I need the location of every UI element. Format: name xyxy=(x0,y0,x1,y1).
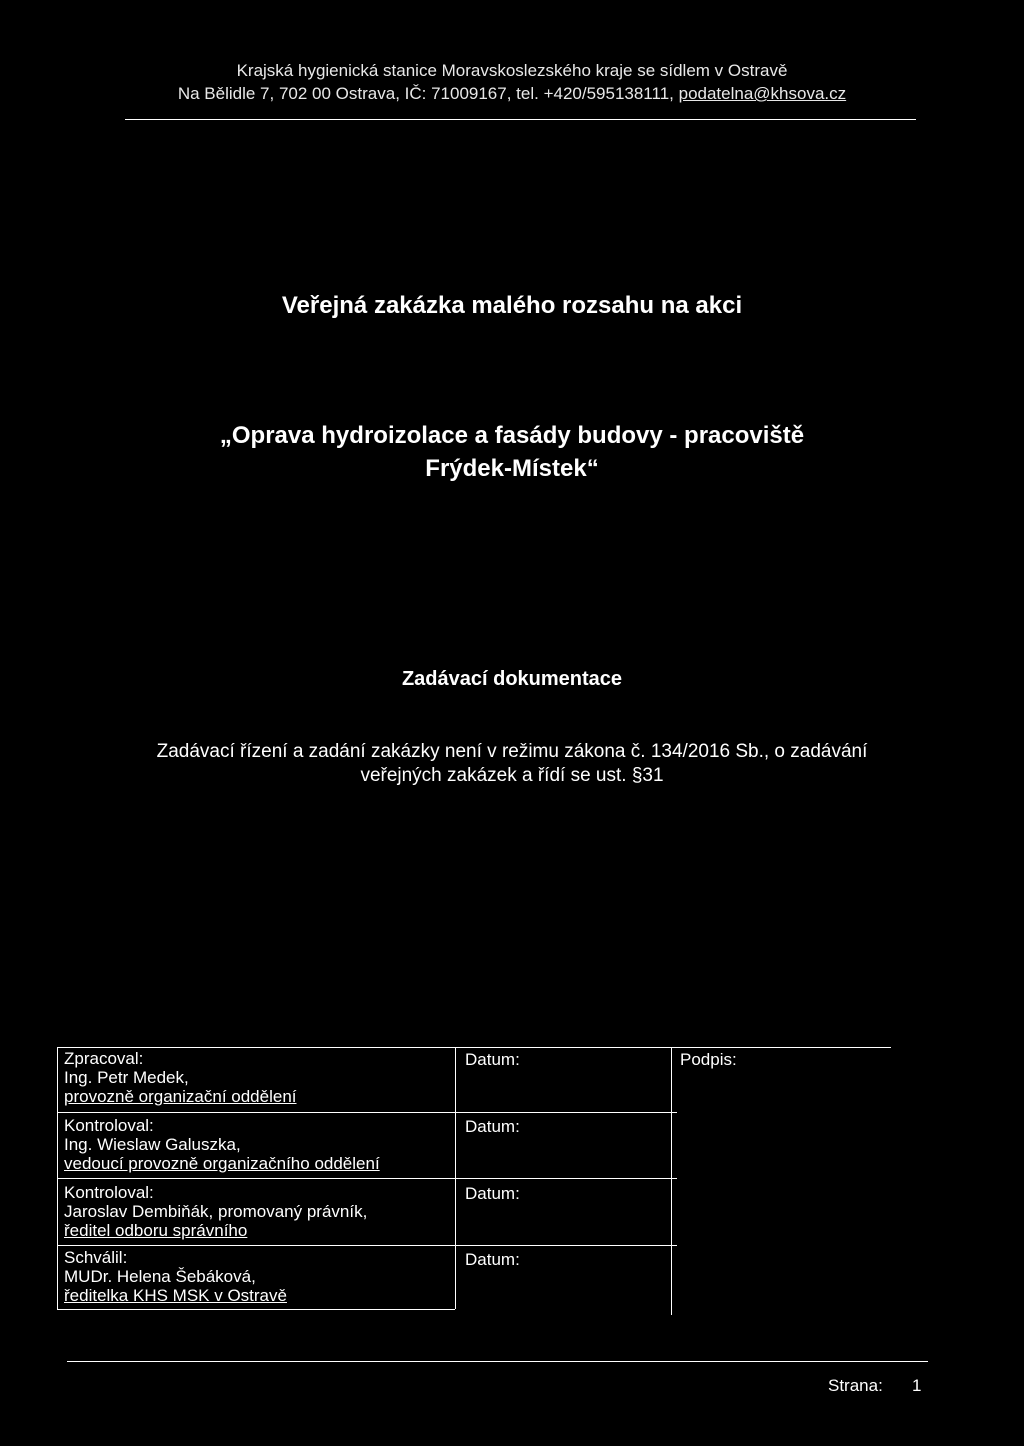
signature-label: Podpis: xyxy=(680,1050,737,1069)
signoff-position: ředitelka KHS MSK v Ostravě xyxy=(64,1286,287,1305)
row-divider-1 xyxy=(57,1112,677,1113)
signoff-role: Schválil: xyxy=(64,1248,128,1267)
signoff-name: Jaroslav Dembiňák, promovaný právník, xyxy=(64,1202,368,1221)
letterhead-address: Na Bělidle 7, 702 00 Ostrava, IČ: 71009167, tel. +420/595138111, xyxy=(177,84,674,103)
date-label: Datum: xyxy=(465,1184,520,1203)
signoff-position: vedoucí provozně organizačního oddělení xyxy=(64,1154,380,1173)
signoff-row xyxy=(64,1116,380,1173)
signoff-role: Kontroloval: xyxy=(64,1116,154,1135)
section-heading: Zadávací dokumentace xyxy=(401,668,623,690)
document-title: Veřejná zakázka malého rozsahu na akci xyxy=(281,292,743,319)
letterhead-line-2 xyxy=(0,84,1024,104)
signoff-row xyxy=(64,1248,287,1305)
legal-note-line-1: Zadávací řízení a zadání zakázky není v režimu zákona č. 134/2016 Sb., o zadávání xyxy=(156,741,868,762)
signoff-row xyxy=(64,1183,367,1240)
contract-subject-line-2: Frýdek-Místek“ xyxy=(425,455,599,482)
signoff-position: ředitel odboru správního xyxy=(64,1221,248,1240)
row-divider-3 xyxy=(57,1245,677,1246)
signoff-role: Kontroloval: xyxy=(64,1183,154,1202)
signoff-row xyxy=(64,1049,297,1106)
contract-subject-line-1: „Oprava hydroizolace a fasády budovy - pracoviště xyxy=(219,422,805,449)
page-number: 1 xyxy=(912,1376,922,1395)
email-link[interactable]: podatelna@khsova.cz xyxy=(678,84,847,103)
table-top-border xyxy=(57,1047,891,1048)
date-label: Datum: xyxy=(465,1250,520,1269)
signoff-name: MUDr. Helena Šebáková, xyxy=(64,1267,256,1286)
row-divider-2 xyxy=(57,1178,677,1179)
table-bottom-border xyxy=(57,1309,455,1310)
letterhead-divider xyxy=(125,119,916,120)
table-divider-signature xyxy=(671,1047,672,1315)
footer-divider xyxy=(67,1361,928,1362)
date-label: Datum: xyxy=(465,1050,520,1069)
signoff-role: Zpracoval: xyxy=(64,1049,144,1068)
signoff-name: Ing. Wieslaw Galuszka, xyxy=(64,1135,241,1154)
letterhead-line-1: Krajská hygienická stanice Moravskoslezského kraje se sídlem v Ostravě xyxy=(236,61,788,80)
signoff-position: provozně organizační oddělení xyxy=(64,1087,297,1106)
legal-note-line-2: veřejných zakázek a řídí se ust. §31 xyxy=(360,765,664,786)
page-label: Strana: xyxy=(828,1376,883,1395)
signoff-name: Ing. Petr Medek, xyxy=(64,1068,189,1087)
date-label: Datum: xyxy=(465,1117,520,1136)
